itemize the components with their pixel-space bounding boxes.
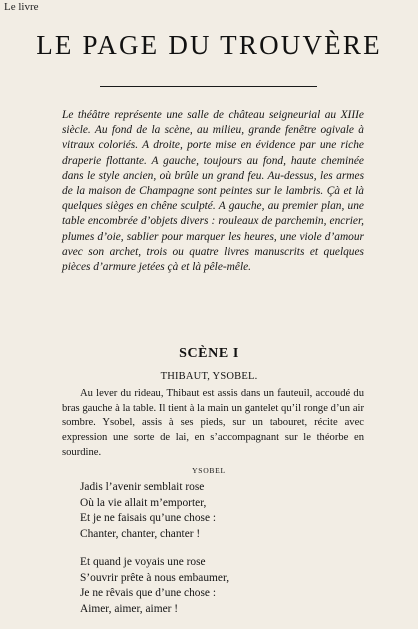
verse-stanza xyxy=(80,555,229,617)
verse-stanza xyxy=(80,480,216,542)
speaker-name: YSOBEL xyxy=(192,466,226,475)
page-title: LE PAGE DU TROUVÈRE xyxy=(36,30,382,60)
scene-description: Au lever du rideau, Thibaut est assis dans un fauteuil, accoudé du bras gauche à la table. Il tient à la main un gantelet qu’il ronge d’un air sombre. Ysobel, assis à ses pieds, sur un tabouret, récite avec expression une sorte de lai, en s’accompagnant sur le théorbe en sourdine. xyxy=(62,388,364,458)
verse-line: Et je ne faisais qu’une chose : xyxy=(80,512,217,525)
verse-line: S’ouvrir prête à nous embaumer, xyxy=(80,571,230,584)
verse-line: Où la vie allait m’emporter, xyxy=(80,496,207,509)
header-label: Le livre xyxy=(4,1,39,13)
scene-heading: SCÈNE I xyxy=(179,346,239,361)
stage-direction: Le théâtre représente une salle de château seigneurial au XIIIe siècle. Au fond de la scène, au milieu, grande fenêtre ogivale à vitraux coloriés. A droite, porte mise en évidence par une riche draperie flottante. A gauche, toujours au fond, haute cheminée dans le style ancien, où brûle un grand feu. Au-dessus, les armes de la maison de Champagne sont peintes sur le lambris. Çà et là quelques sièges en chêne sculpté. A gauche, au premier plan, une table encombrée d’objets divers : rouleaux de parchemin, encrier, plumes d’oie, sablier pour marquer les heures, une viole d’amour avec son archet, trois ou quatre livres manuscrits et quelques pièces d’armure jetées çà et là pêle-mêle. xyxy=(62,109,364,274)
verse-line: Je ne rêvais que d’une chose : xyxy=(80,587,217,600)
character-list: THIBAUT, YSOBEL. xyxy=(160,371,258,382)
verse-line: Jadis l’avenir semblait rose xyxy=(80,481,205,493)
verse-line: Chanter, chanter, chanter ! xyxy=(80,527,201,540)
verse-line: Aimer, aimer, aimer ! xyxy=(80,602,179,615)
verse-line: Et quand je voyais une rose xyxy=(80,556,206,568)
title-rule xyxy=(100,86,317,87)
